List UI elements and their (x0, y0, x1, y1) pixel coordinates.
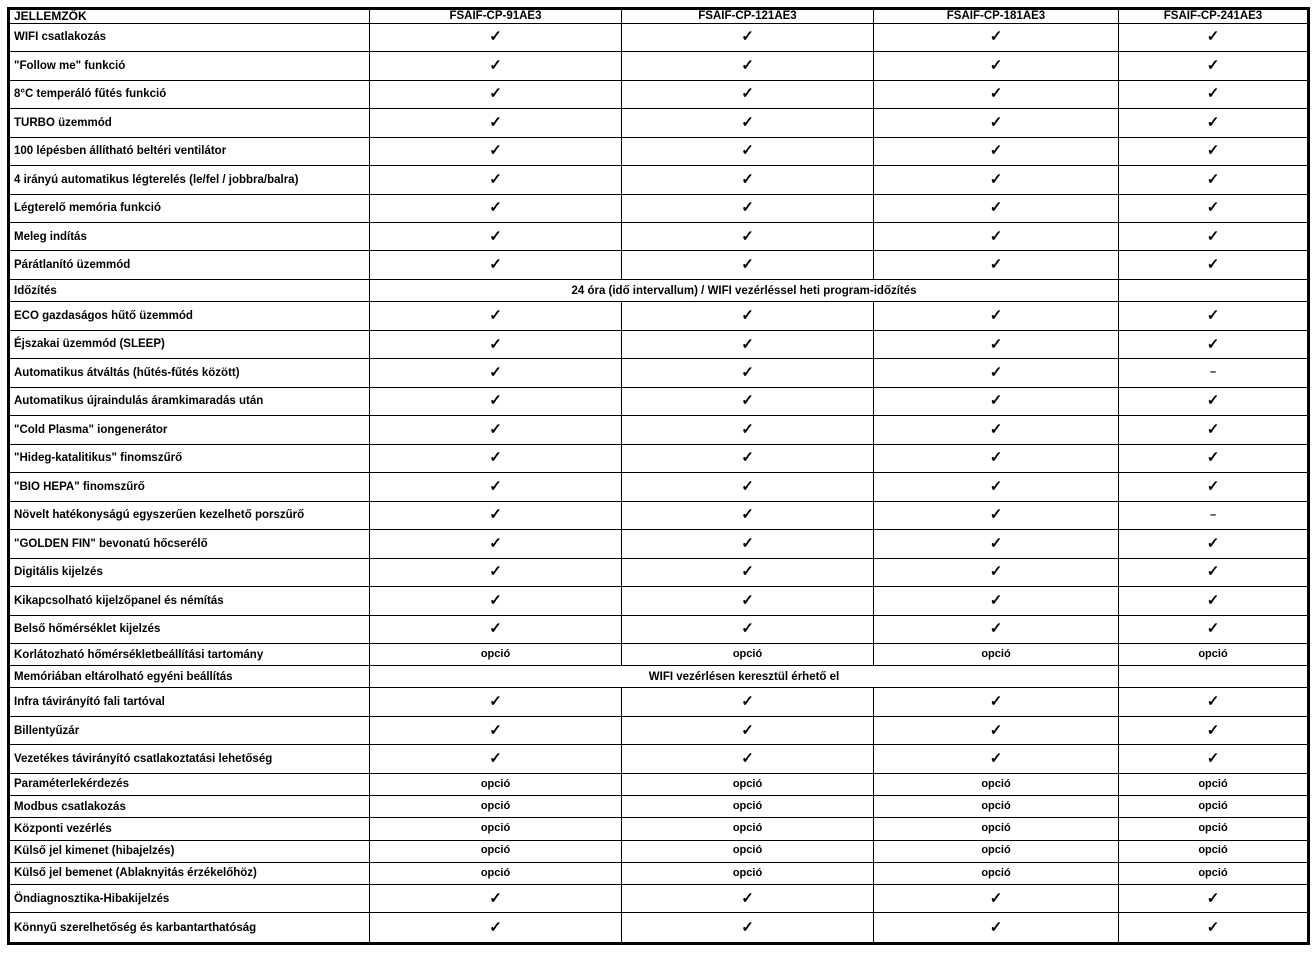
feature-label: WIFI csatlakozás (9, 23, 370, 51)
check-mark-cell: ✓ (622, 745, 874, 773)
check-mark-cell: ✓ (874, 251, 1119, 279)
check-mark-cell: ✓ (874, 52, 1119, 80)
table-row (9, 279, 1309, 301)
check-mark-cell: ✓ (622, 23, 874, 51)
feature-label: Vezetékes távirányító csatlakoztatási lehetőség (9, 745, 370, 773)
feature-label: Modbus csatlakozás (9, 796, 370, 818)
check-mark-cell: ✓ (1119, 330, 1309, 358)
check-mark-cell: ✓ (622, 884, 874, 912)
table-row (9, 884, 1309, 912)
value-cell: opció (370, 862, 622, 884)
feature-label: Korlátozható hőmérsékletbeállítási tartomány (9, 643, 370, 665)
table-row (9, 444, 1309, 472)
value-cell: opció (1119, 840, 1309, 862)
check-mark-cell: ✓ (874, 530, 1119, 558)
value-cell: opció (874, 796, 1119, 818)
table-row (9, 359, 1309, 387)
table-row (9, 745, 1309, 773)
check-mark-cell: ✓ (370, 884, 622, 912)
check-mark-cell: ✓ (1119, 222, 1309, 250)
check-mark-cell: ✓ (874, 222, 1119, 250)
value-cell: opció (370, 796, 622, 818)
table-row (9, 587, 1309, 615)
check-mark-cell: ✓ (1119, 558, 1309, 586)
check-mark-cell: ✓ (370, 302, 622, 330)
check-mark-cell: ✓ (1119, 745, 1309, 773)
table-row (9, 862, 1309, 884)
feature-label: Légterelő memória funkció (9, 194, 370, 222)
feature-label: Billentyűzár (9, 716, 370, 744)
value-cell: opció (622, 643, 874, 665)
check-mark-cell: ✓ (874, 615, 1119, 643)
value-cell: – (1119, 501, 1309, 529)
value-cell: opció (622, 796, 874, 818)
check-mark-cell: ✓ (1119, 716, 1309, 744)
table-row (9, 773, 1309, 795)
feature-label: Külső jel bemenet (Ablaknyitás érzékelőhöz) (9, 862, 370, 884)
check-mark-cell: ✓ (874, 302, 1119, 330)
check-mark-cell: ✓ (622, 302, 874, 330)
value-cell: opció (874, 818, 1119, 840)
check-mark-cell: ✓ (874, 587, 1119, 615)
value-cell: opció (1119, 773, 1309, 795)
feature-label: 8°C temperáló fűtés funkció (9, 80, 370, 108)
check-mark-cell: ✓ (370, 913, 622, 944)
value-cell: opció (874, 862, 1119, 884)
value-cell: opció (874, 643, 1119, 665)
check-mark-cell: ✓ (370, 359, 622, 387)
table-row (9, 387, 1309, 415)
check-mark-cell: ✓ (1119, 23, 1309, 51)
check-mark-cell: ✓ (370, 330, 622, 358)
check-mark-cell: ✓ (370, 109, 622, 137)
feature-label: "Follow me" funkció (9, 52, 370, 80)
check-mark-cell: ✓ (1119, 109, 1309, 137)
check-mark-cell: ✓ (874, 330, 1119, 358)
feature-label: "Hideg-katalitikus" finomszűrő (9, 444, 370, 472)
column-header-features: JELLEMZŐK (9, 9, 370, 24)
merged-value-cell: WIFI vezérlésen keresztül érhető el (370, 666, 1119, 688)
check-mark-cell: ✓ (622, 251, 874, 279)
check-mark-cell: ✓ (622, 688, 874, 716)
table-row (9, 330, 1309, 358)
check-mark-cell: ✓ (622, 52, 874, 80)
feature-label: Könnyű szerelhetőség és karbantarthatóság (9, 913, 370, 944)
table-row (9, 501, 1309, 529)
check-mark-cell: ✓ (370, 615, 622, 643)
check-mark-cell: ✓ (1119, 913, 1309, 944)
check-mark-cell: ✓ (874, 745, 1119, 773)
check-mark-cell: ✓ (370, 416, 622, 444)
table-row (9, 530, 1309, 558)
table-row (9, 222, 1309, 250)
table-row (9, 52, 1309, 80)
table-row (9, 473, 1309, 501)
feature-label: Automatikus átváltás (hűtés-fűtés között) (9, 359, 370, 387)
value-cell: opció (370, 840, 622, 862)
check-mark-cell: ✓ (874, 913, 1119, 944)
value-cell: opció (370, 773, 622, 795)
check-mark-cell: ✓ (874, 688, 1119, 716)
check-mark-cell: ✓ (874, 109, 1119, 137)
value-cell: – (1119, 359, 1309, 387)
check-mark-cell: ✓ (874, 416, 1119, 444)
feature-label: Belső hőmérséklet kijelzés (9, 615, 370, 643)
check-mark-cell: ✓ (370, 688, 622, 716)
check-mark-cell: ✓ (370, 251, 622, 279)
merged-value-cell: 24 óra (idő intervallum) / WIFI vezérléssel heti program-időzítés (370, 279, 1119, 301)
check-mark-cell: ✓ (370, 716, 622, 744)
feature-label: Párátlanító üzemmód (9, 251, 370, 279)
table-row (9, 818, 1309, 840)
check-mark-cell: ✓ (370, 558, 622, 586)
feature-label: Központi vezérlés (9, 818, 370, 840)
table-row (9, 796, 1309, 818)
check-mark-cell: ✓ (874, 716, 1119, 744)
table-row (9, 23, 1309, 51)
feature-label: Éjszakai üzemmód (SLEEP) (9, 330, 370, 358)
check-mark-cell: ✓ (370, 587, 622, 615)
table-row (9, 137, 1309, 165)
column-header-model: FSAIF-CP-241AE3 (1119, 9, 1309, 24)
column-header-model: FSAIF-CP-91AE3 (370, 9, 622, 24)
table-row (9, 416, 1309, 444)
check-mark-cell: ✓ (1119, 473, 1309, 501)
check-mark-cell: ✓ (370, 80, 622, 108)
check-mark-cell: ✓ (370, 444, 622, 472)
check-mark-cell: ✓ (874, 80, 1119, 108)
check-mark-cell: ✓ (622, 615, 874, 643)
check-mark-cell: ✓ (370, 194, 622, 222)
check-mark-cell: ✓ (370, 745, 622, 773)
check-mark-cell: ✓ (622, 387, 874, 415)
feature-label: "Cold Plasma" iongenerátor (9, 416, 370, 444)
value-cell: opció (622, 818, 874, 840)
check-mark-cell: ✓ (874, 501, 1119, 529)
column-header-model: FSAIF-CP-121AE3 (622, 9, 874, 24)
feature-label: "BIO HEPA" finomszűrő (9, 473, 370, 501)
check-mark-cell: ✓ (1119, 80, 1309, 108)
table-row (9, 251, 1309, 279)
check-mark-cell: ✓ (1119, 530, 1309, 558)
check-mark-cell: ✓ (1119, 587, 1309, 615)
check-mark-cell: ✓ (1119, 251, 1309, 279)
check-mark-cell: ✓ (874, 558, 1119, 586)
feature-label: Külső jel kimenet (hibajelzés) (9, 840, 370, 862)
check-mark-cell: ✓ (1119, 884, 1309, 912)
table-row (9, 716, 1309, 744)
check-mark-cell: ✓ (1119, 302, 1309, 330)
check-mark-cell: ✓ (622, 913, 874, 944)
check-mark-cell: ✓ (622, 501, 874, 529)
header-row (9, 9, 1309, 24)
value-cell: opció (1119, 643, 1309, 665)
table-row (9, 840, 1309, 862)
value-cell: opció (370, 643, 622, 665)
check-mark-cell: ✓ (622, 530, 874, 558)
check-mark-cell: ✓ (622, 416, 874, 444)
feature-label: Öndiagnosztika-Hibakijelzés (9, 884, 370, 912)
feature-label: TURBO üzemmód (9, 109, 370, 137)
check-mark-cell: ✓ (874, 166, 1119, 194)
feature-label: Kikapcsolható kijelzőpanel és némítás (9, 587, 370, 615)
check-mark-cell: ✓ (1119, 416, 1309, 444)
table-row (9, 688, 1309, 716)
feature-label: Növelt hatékonyságú egyszerűen kezelhető porszűrő (9, 501, 370, 529)
value-cell: opció (622, 840, 874, 862)
feature-label: Időzítés (9, 279, 370, 301)
check-mark-cell: ✓ (874, 444, 1119, 472)
check-mark-cell: ✓ (622, 166, 874, 194)
feature-label: Paraméterlekérdezés (9, 773, 370, 795)
feature-label: Meleg indítás (9, 222, 370, 250)
value-cell: opció (1119, 818, 1309, 840)
check-mark-cell: ✓ (874, 23, 1119, 51)
value-cell: opció (874, 840, 1119, 862)
value-cell: opció (622, 773, 874, 795)
check-mark-cell: ✓ (622, 222, 874, 250)
value-cell: opció (874, 773, 1119, 795)
table-row (9, 80, 1309, 108)
check-mark-cell: ✓ (1119, 137, 1309, 165)
check-mark-cell: ✓ (622, 444, 874, 472)
check-mark-cell: ✓ (370, 23, 622, 51)
check-mark-cell: ✓ (370, 473, 622, 501)
value-cell: opció (1119, 862, 1309, 884)
check-mark-cell: ✓ (622, 558, 874, 586)
table-row (9, 109, 1309, 137)
feature-label: ECO gazdaságos hűtő üzemmód (9, 302, 370, 330)
check-mark-cell: ✓ (874, 387, 1119, 415)
feature-label: "GOLDEN FIN" bevonatú hőcserélő (9, 530, 370, 558)
table-row (9, 194, 1309, 222)
check-mark-cell: ✓ (622, 194, 874, 222)
check-mark-cell: ✓ (622, 109, 874, 137)
check-mark-cell: ✓ (874, 884, 1119, 912)
check-mark-cell: ✓ (874, 137, 1119, 165)
check-mark-cell: ✓ (1119, 194, 1309, 222)
feature-label: Infra távirányító fali tartóval (9, 688, 370, 716)
check-mark-cell: ✓ (622, 587, 874, 615)
column-header-model: FSAIF-CP-181AE3 (874, 9, 1119, 24)
check-mark-cell: ✓ (1119, 166, 1309, 194)
check-mark-cell: ✓ (1119, 688, 1309, 716)
feature-label: 100 lépésben állítható beltéri ventilátor (9, 137, 370, 165)
check-mark-cell: ✓ (370, 501, 622, 529)
table-row (9, 666, 1309, 688)
check-mark-cell: ✓ (370, 222, 622, 250)
check-mark-cell: ✓ (874, 194, 1119, 222)
check-mark-cell: ✓ (1119, 444, 1309, 472)
table-row (9, 913, 1309, 944)
empty-value-cell (1119, 666, 1309, 688)
value-cell: opció (1119, 796, 1309, 818)
table-row (9, 643, 1309, 665)
check-mark-cell: ✓ (622, 716, 874, 744)
check-mark-cell: ✓ (622, 330, 874, 358)
check-mark-cell: ✓ (370, 530, 622, 558)
check-mark-cell: ✓ (622, 473, 874, 501)
check-mark-cell: ✓ (874, 359, 1119, 387)
value-cell: opció (370, 818, 622, 840)
table-row (9, 615, 1309, 643)
feature-label: 4 irányú automatikus légterelés (le/fel / jobbra/balra) (9, 166, 370, 194)
feature-label: Digitális kijelzés (9, 558, 370, 586)
check-mark-cell: ✓ (622, 137, 874, 165)
features-table (7, 7, 1310, 945)
table-row (9, 302, 1309, 330)
check-mark-cell: ✓ (874, 473, 1119, 501)
check-mark-cell: ✓ (1119, 387, 1309, 415)
check-mark-cell: ✓ (1119, 52, 1309, 80)
value-cell: opció (622, 862, 874, 884)
feature-label: Automatikus újraindulás áramkimaradás után (9, 387, 370, 415)
check-mark-cell: ✓ (370, 137, 622, 165)
table-row (9, 166, 1309, 194)
check-mark-cell: ✓ (1119, 615, 1309, 643)
check-mark-cell: ✓ (622, 80, 874, 108)
check-mark-cell: ✓ (622, 359, 874, 387)
check-mark-cell: ✓ (370, 387, 622, 415)
table-row (9, 558, 1309, 586)
check-mark-cell: ✓ (370, 166, 622, 194)
check-mark-cell: ✓ (370, 52, 622, 80)
empty-value-cell (1119, 279, 1309, 301)
feature-label: Memóriában eltárolható egyéni beállítás (9, 666, 370, 688)
